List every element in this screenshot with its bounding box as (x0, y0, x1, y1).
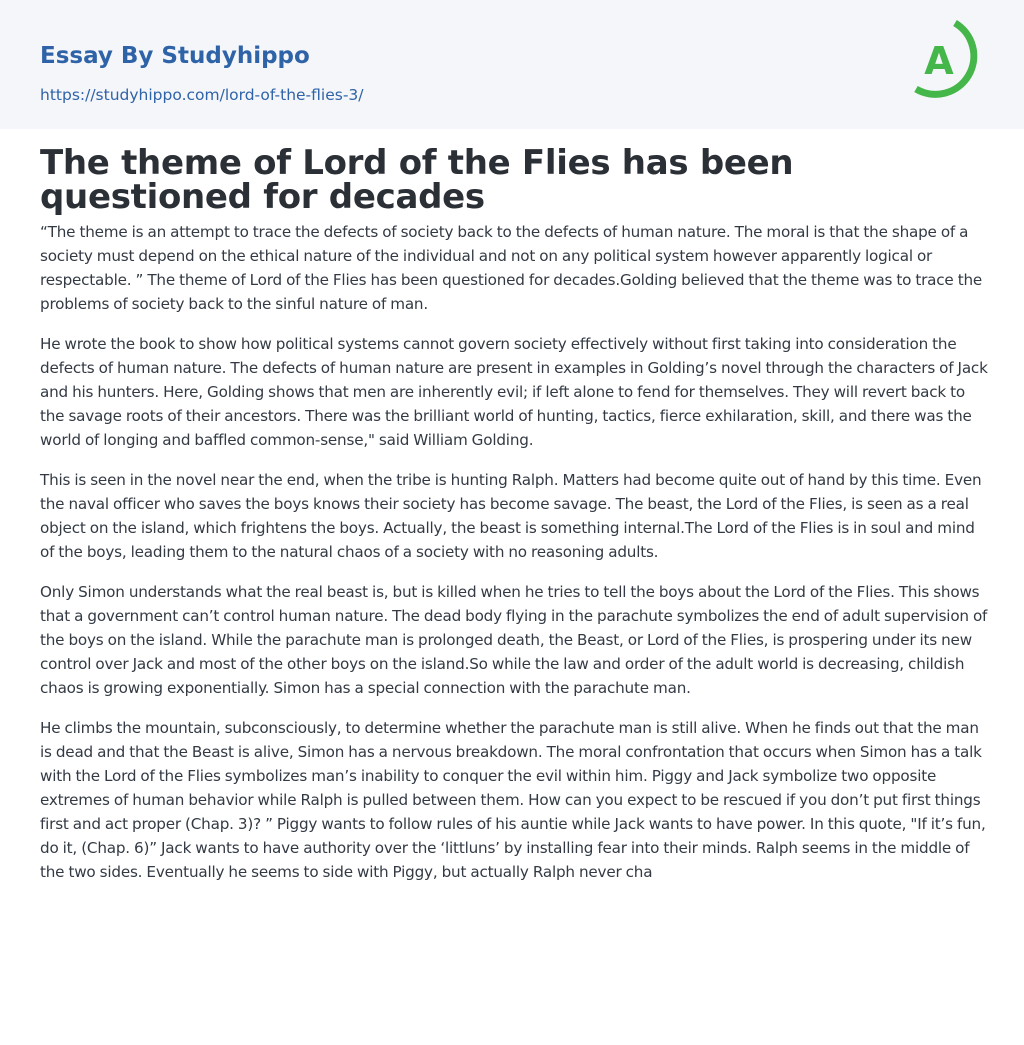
article-paragraph: “The theme is an attempt to trace the defects of society back to the defects of human nature. The moral is that the shape of a society must depend on the ethical nature of the individual and not on any political system however apparently logical or respectable. ” The theme of Lord of the Flies has been questioned for decades.Golding believed that the theme was to trace the problems of society back to the sinful nature of man. (40, 223, 983, 313)
article-paragraph: He wrote the book to show how political systems cannot govern society effectively without first taking into consideration the defects of human nature. The defects of human nature are present in examples in Golding’s novel through the characters of Jack and his hunters. Here, Golding shows that men are inherently evil; if left alone to fend for themselves. They will revert back to the savage roots of their ancestors. There was the brilliant world of hunting, tactics, fierce exhilaration, skill, and there was the world of longing and baffled common-sense," said William Golding. (40, 335, 988, 449)
studyhippo-logo-icon[interactable] (912, 19, 986, 105)
site-brand[interactable]: Essay By Studyhippo (40, 43, 310, 69)
article-paragraph: This is seen in the novel near the end, when the tribe is hunting Ralph. Matters had become quite out of hand by this time. Even the naval officer who saves the boys knows their society has become savage. The beast, the Lord of the Flies, is seen as a real object on the island, which frightens the boys. Actually, the beast is something internal.The Lord of the Flies is in soul and mind of the boys, leading them to the natural chaos of a society with no reasoning adults. (40, 471, 982, 561)
logo-letter: A (924, 39, 954, 83)
page-title: The theme of Lord of the Flies has been questioned for decades (40, 143, 794, 217)
article (40, 143, 990, 900)
source-url-link[interactable]: https://studyhippo.com/lord-of-the-flies-3/ (40, 86, 364, 104)
article-paragraph: He climbs the mountain, subconsciously, to determine whether the parachute man is still alive. When he finds out that the man is dead and that the Beast is alive, Simon has a nervous breakdown. The moral confrontation that occurs when Simon has a talk with the Lord of the Flies symbolizes man’s inability to conquer the evil within him. Piggy and Jack symbolize two opposite extremes of human behavior while Ralph is pulled between them. How can you expect to be rescued if you don’t put first things first and act proper (Chap. 3)? ” Piggy wants to follow rules of his auntie while Jack wants to have power. In this quote, "If it’s fun, do it, (Chap. 6)” Jack wants to have authority over the ‘littluns’ by installing fear into their minds. Ralph seems in the middle of the two sides. Eventually he seems to side with Piggy, but actually Ralph never cha (40, 719, 986, 881)
article-paragraph: Only Simon understands what the real beast is, but is killed when he tries to tell the boys about the Lord of the Flies. This shows that a government can’t control human nature. The dead body flying in the parachute symbolizes the end of adult supervision of the boys on the island. While the parachute man is prolonged death, the Beast, or Lord of the Flies, is prospering under its new control over Jack and most of the other boys on the island.So while the law and order of the adult world is decreasing, childish chaos is growing exponentially. Simon has a special connection with the parachute man. (40, 583, 988, 697)
site-header (0, 0, 1024, 129)
